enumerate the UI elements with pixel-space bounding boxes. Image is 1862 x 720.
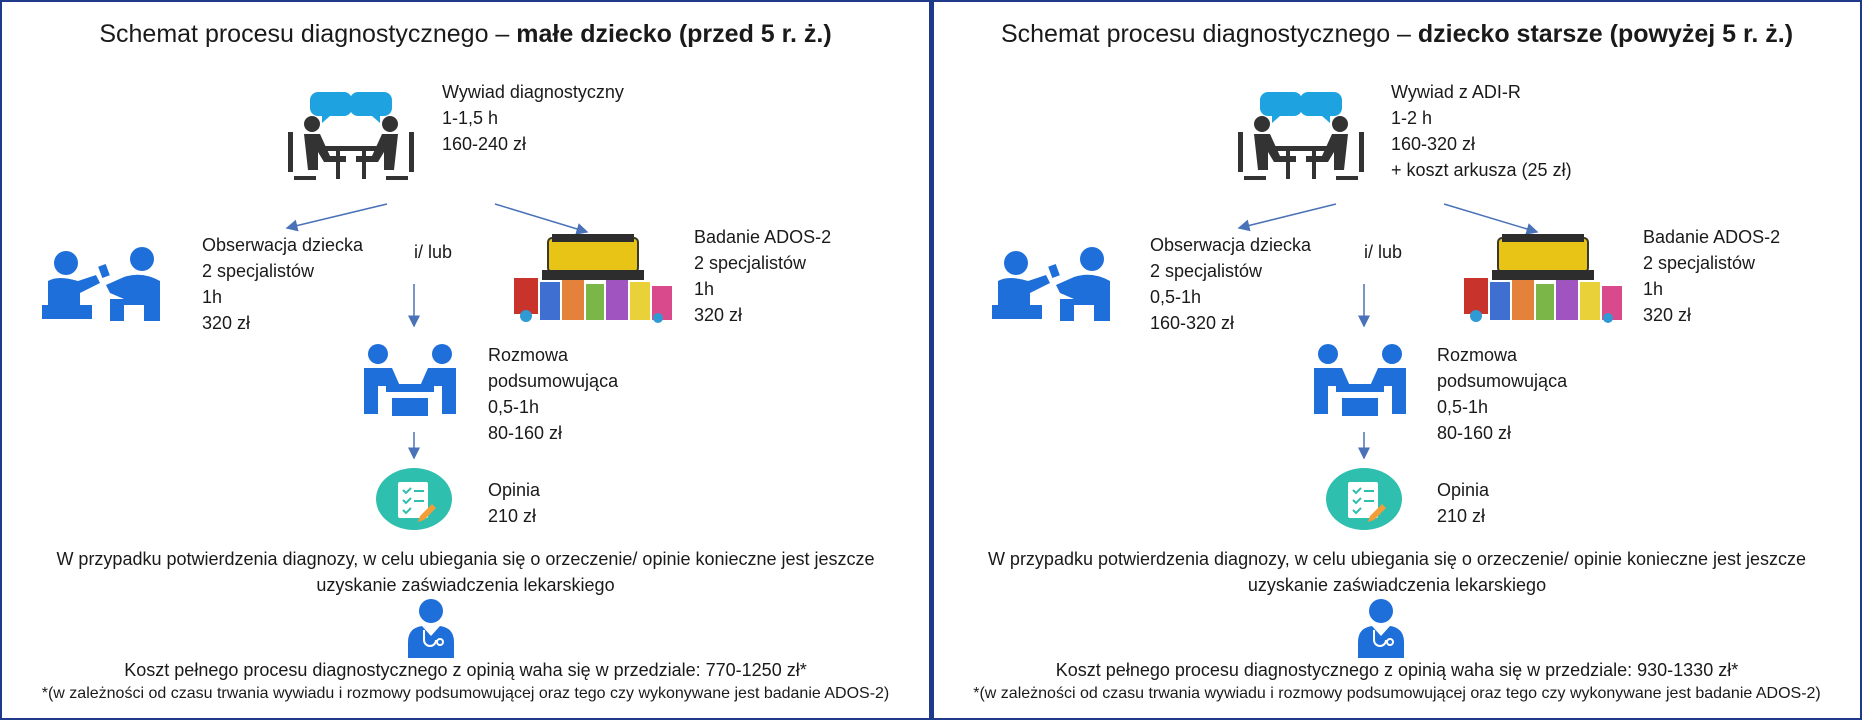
summary-text: Rozmowa podsumowująca 0,5-1h 80-160 zł xyxy=(1437,345,1568,443)
observation-text: Obserwacja dziecka 2 specjalistów 1h 320 zł xyxy=(202,235,364,333)
medical-certificate-note: W przypadku potwierdzenia diagnozy, w celu ubiegania się o orzeczenie/ opinie konieczne jest jeszcze uzyskanie zaświadczenia lekarskiego xyxy=(987,549,1807,595)
arrow-to-observation xyxy=(287,204,387,228)
footnote: *(w zależności od czasu trwania wywiadu i rozmowy podsumowującej oraz tego czy wykonywane jest badanie ADOS-2) xyxy=(41,685,890,702)
panel-title xyxy=(2,20,929,49)
ados-kit-icon xyxy=(1458,234,1626,324)
summary-meeting-icon xyxy=(358,342,462,416)
interview-text: Wywiad diagnostyczny 1-1,5 h 160-240 zł xyxy=(442,82,624,154)
footnote: *(w zależności od czasu trwania wywiadu i rozmowy podsumowującej oraz tego czy wykonywane jest badanie ADOS-2) xyxy=(973,685,1821,702)
arrow-to-ados xyxy=(1444,204,1537,232)
child-observation-icon xyxy=(40,245,170,321)
and-or-label: i/ lub xyxy=(414,242,453,262)
arrow-to-observation xyxy=(1239,204,1336,228)
total-cost: Koszt pełnego procesu diagnostycznego z opinią waha się w przedziale: 770-1250 zł* xyxy=(124,660,807,680)
opinion-document-icon xyxy=(376,468,452,530)
opinion-text: Opinia 210 zł xyxy=(1437,480,1490,526)
opinion-document-icon xyxy=(1326,468,1402,530)
observation-text: Obserwacja dziecka 2 specjalistów 0,5-1h 160-320 zł xyxy=(1150,235,1312,333)
interview-text: Wywiad z ADI-R 1-2 h 160-320 zł + koszt arkusza (25 zł) xyxy=(1391,82,1572,180)
and-or-label: i/ lub xyxy=(1364,242,1403,262)
title-bold: dziecko starsze (powyżej 5 r. ż.) xyxy=(1417,20,1794,48)
doctor-icon xyxy=(1358,598,1404,658)
ados-kit-icon xyxy=(508,234,676,324)
interview-icon xyxy=(1230,88,1372,182)
opinion-text: Opinia 210 zł xyxy=(488,480,541,526)
medical-certificate-note: W przypadku potwierdzenia diagnozy, w celu ubiegania się o orzeczenie/ opinie konieczne jest jeszcze uzyskanie zaświadczenia lekarskiego xyxy=(56,549,875,595)
title-bold: małe dziecko (przed 5 r. ż.) xyxy=(516,20,832,48)
interview-icon xyxy=(280,88,422,182)
title-prefix: Schemat procesu diagnostycznego – xyxy=(99,20,517,48)
ados-text: Badanie ADOS-2 2 specjalistów 1h 320 zł xyxy=(694,227,832,325)
doctor-icon xyxy=(408,598,454,658)
panel-older-child xyxy=(931,0,1862,720)
summary-meeting-icon xyxy=(1308,342,1412,416)
total-cost: Koszt pełnego procesu diagnostycznego z opinią waha się w przedziale: 930-1330 zł* xyxy=(1055,660,1739,680)
summary-text: Rozmowa podsumowująca 0,5-1h 80-160 zł xyxy=(488,345,619,443)
child-observation-icon xyxy=(990,245,1120,321)
arrow-to-ados xyxy=(495,204,587,232)
panel-title xyxy=(934,20,1860,49)
title-prefix: Schemat procesu diagnostycznego – xyxy=(1000,20,1418,48)
ados-text: Badanie ADOS-2 2 specjalistów 1h 320 zł xyxy=(1643,227,1781,325)
